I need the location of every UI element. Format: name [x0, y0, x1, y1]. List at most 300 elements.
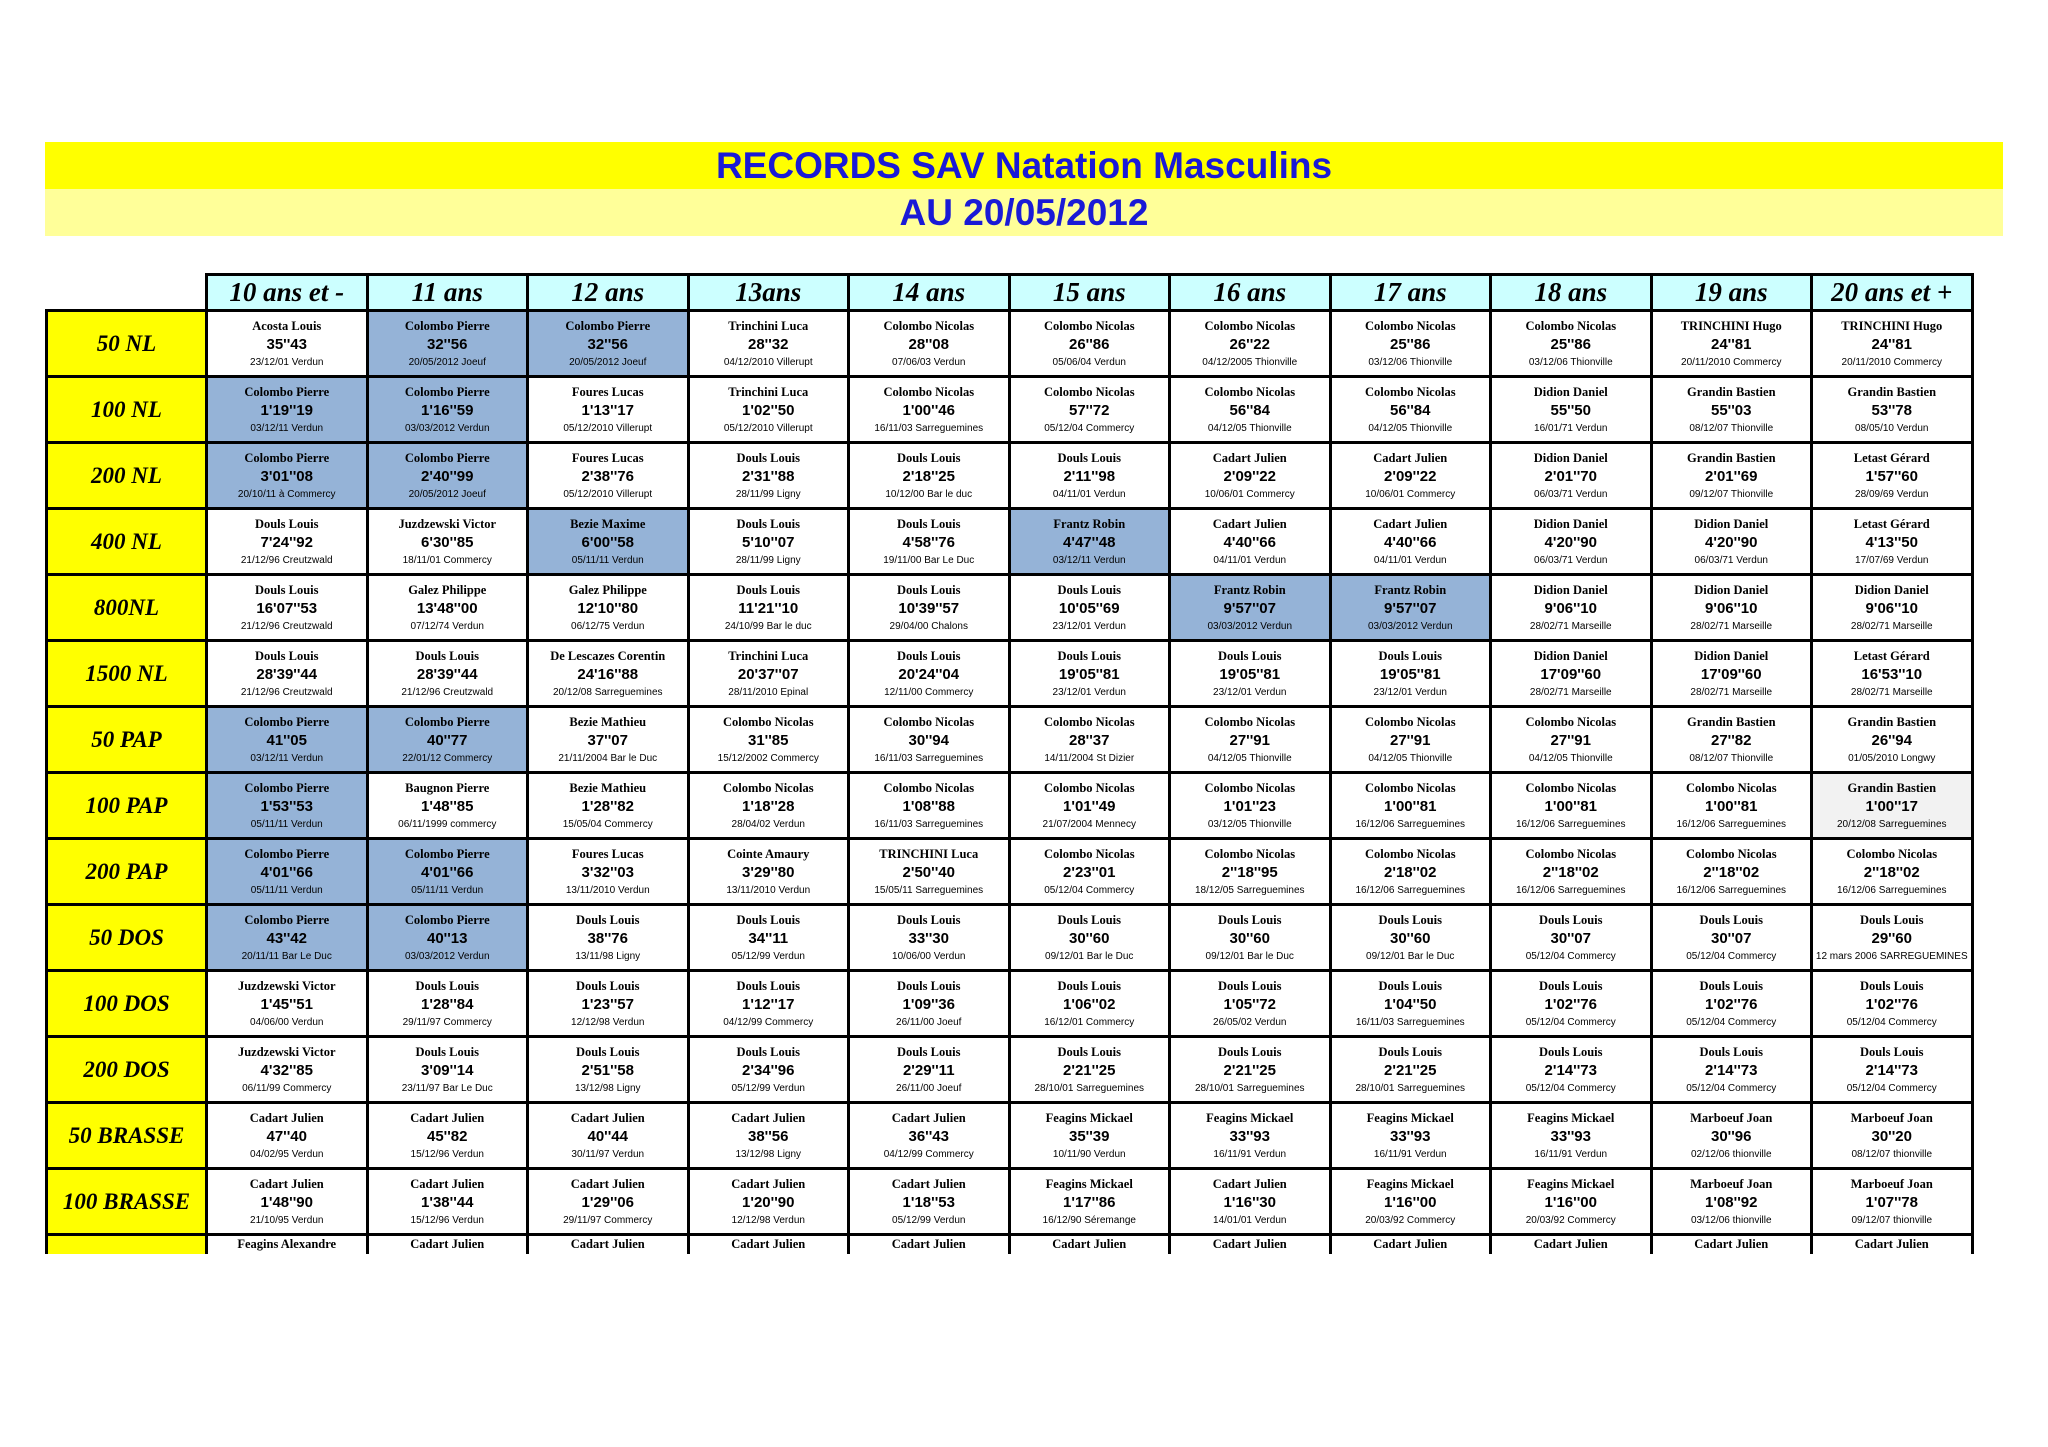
swimmer-name: Cadart Julien	[1694, 1237, 1769, 1251]
record-cell	[688, 443, 849, 509]
record-time: 1'18''28	[742, 797, 795, 815]
record-date-place: 16/11/91 Verdun	[1373, 1148, 1447, 1160]
record-cell	[1170, 1037, 1331, 1103]
swimmer-name: Colombo Pierre	[404, 846, 490, 861]
swimmer-name: Cadart Julien	[1212, 1237, 1287, 1251]
record-cell	[1330, 311, 1491, 377]
record-date-place: 05/12/2010 Villerupt	[563, 422, 653, 434]
record-cell	[688, 707, 849, 773]
record-time: 28''32	[747, 335, 789, 353]
record-cell	[1009, 377, 1170, 443]
swimmer-name: Colombo Nicolas	[1525, 846, 1617, 861]
record-cell	[1330, 1037, 1491, 1103]
record-date-place: 05/06/04 Verdun	[1052, 356, 1126, 368]
record-date-place: 26/05/02 Verdun	[1213, 1016, 1287, 1028]
record-time: 1'08''92	[1705, 1193, 1758, 1211]
record-cell	[528, 575, 689, 641]
record-date-place: 02/12/06 thionville	[1690, 1148, 1772, 1160]
age-group-header: 13ans	[688, 275, 849, 311]
record-row	[47, 641, 1973, 707]
record-time: 4'01''66	[421, 863, 474, 881]
record-date-place: 28/02/71 Marseille	[1690, 686, 1773, 698]
record-date-place: 05/12/99 Verdun	[731, 1082, 805, 1094]
record-cell	[1491, 905, 1652, 971]
record-date-place: 16/12/90 Séremange	[1042, 1214, 1136, 1226]
record-cell	[528, 1235, 689, 1255]
age-group-header: 17 ans	[1330, 275, 1491, 311]
record-row	[47, 575, 1973, 641]
swimmer-name: Douls Louis	[1699, 978, 1764, 993]
record-date-place: 12 mars 2006 SARREGUEMINES	[1815, 950, 1968, 962]
swimmer-name: Didion Daniel	[1533, 516, 1608, 531]
record-time: 55''03	[1710, 401, 1752, 419]
record-date-place: 03/12/06 thionville	[1690, 1214, 1772, 1226]
record-date-place: 16/12/06 Sarreguemines	[1676, 818, 1787, 830]
record-time: 1'08''88	[902, 797, 955, 815]
record-cell	[1170, 311, 1331, 377]
record-time: 4'20''90	[1544, 533, 1597, 551]
swimmer-name: Bezie Mathieu	[569, 714, 647, 729]
record-cell	[207, 443, 368, 509]
swimmer-name: Colombo Pierre	[565, 318, 651, 333]
record-cell	[849, 1037, 1010, 1103]
swimmer-name: Bezie Maxime	[570, 516, 646, 531]
swimmer-name: Cadart Julien	[891, 1237, 966, 1251]
record-date-place: 21/07/2004 Mennecy	[1042, 818, 1136, 830]
swimmer-name: Douls Louis	[1217, 978, 1282, 993]
record-time: 9'06''10	[1705, 599, 1758, 617]
record-time: 33''93	[1229, 1127, 1270, 1145]
record-cell	[1009, 1037, 1170, 1103]
swimmer-name: Douls Louis	[896, 978, 961, 993]
record-date-place: 28/04/02 Verdun	[731, 818, 805, 830]
record-time: 9'57''07	[1223, 599, 1276, 617]
record-time: 1'04''50	[1384, 995, 1437, 1013]
record-cell	[849, 509, 1010, 575]
swimmer-name: Feagins Mickael	[1045, 1110, 1133, 1125]
record-cell	[1491, 1103, 1652, 1169]
record-cell	[1651, 311, 1812, 377]
record-date-place: 23/11/97 Bar Le Duc	[401, 1082, 493, 1094]
record-time: 30''60	[1068, 929, 1110, 947]
swimmer-name: Douls Louis	[1217, 912, 1282, 927]
record-time: 40''13	[426, 929, 468, 947]
record-cell	[207, 641, 368, 707]
record-date-place: 04/11/01 Verdun	[1052, 488, 1126, 500]
swimmer-name: Feagins Mickael	[1366, 1110, 1454, 1125]
record-cell	[528, 971, 689, 1037]
record-time: 2'23''01	[1063, 863, 1116, 881]
swimmer-name: Colombo Nicolas	[1364, 318, 1456, 333]
record-date-place: 28/10/01 Sarreguemines	[1194, 1082, 1305, 1094]
swimmer-name: Marboeuf Joan	[1690, 1110, 1773, 1125]
event-label: 400 NL	[47, 509, 207, 575]
record-cell	[849, 443, 1010, 509]
record-date-place: 26/11/00 Joeuf	[896, 1016, 962, 1028]
swimmer-name: Frantz Robin	[1213, 582, 1286, 597]
swimmer-name: Douls Louis	[1859, 912, 1924, 927]
record-date-place: 28/10/01 Sarreguemines	[1355, 1082, 1466, 1094]
page-title: RECORDS SAV Natation Masculins	[45, 142, 2003, 189]
record-date-place: 20/11/2010 Commercy	[1681, 356, 1782, 368]
record-date-place: 05/11/11 Verdun	[411, 884, 484, 896]
swimmer-name: Cadart Julien	[731, 1176, 806, 1191]
record-cell	[367, 509, 528, 575]
record-date-place: 15/12/2002 Commercy	[717, 752, 819, 764]
swimmer-name: Douls Louis	[896, 450, 961, 465]
record-row	[47, 707, 1973, 773]
swimmer-name: Colombo Nicolas	[1846, 846, 1938, 861]
record-cell	[207, 1169, 368, 1235]
record-date-place: 03/03/2012 Verdun	[404, 950, 490, 962]
record-date-place: 09/12/07 thionville	[1851, 1214, 1933, 1226]
record-date-place: 28/09/69 Verdun	[1855, 488, 1929, 500]
record-cell	[1812, 641, 1973, 707]
record-date-place: 04/12/99 Commercy	[883, 1148, 974, 1160]
record-time: 28''37	[1068, 731, 1110, 749]
record-time: 28''08	[908, 335, 949, 353]
record-time: 1'28''84	[421, 995, 474, 1013]
swimmer-name: Douls Louis	[1699, 912, 1764, 927]
event-label: 50 DOS	[47, 905, 207, 971]
record-cell	[367, 575, 528, 641]
swimmer-name: Grandin Bastien	[1847, 714, 1937, 729]
record-date-place: 06/12/75 Verdun	[571, 620, 645, 632]
record-date-place: 20/10/11 à Commercy	[237, 488, 336, 500]
record-date-place: 09/12/07 Thionville	[1689, 488, 1774, 500]
record-time: 3'01''08	[260, 467, 313, 485]
record-date-place: 04/12/99 Commercy	[723, 1016, 814, 1028]
swimmer-name: Grandin Bastien	[1847, 384, 1937, 399]
record-date-place: 23/12/01 Verdun	[1052, 686, 1126, 698]
record-time: 40''44	[587, 1127, 628, 1145]
swimmer-name: Cadart Julien	[249, 1110, 324, 1125]
record-time: 1'18''53	[902, 1193, 955, 1211]
record-cell	[1491, 971, 1652, 1037]
swimmer-name: Grandin Bastien	[1686, 450, 1776, 465]
swimmer-name: Frantz Robin	[1053, 516, 1126, 531]
swimmer-name: Douls Louis	[575, 978, 640, 993]
swimmer-name: Cadart Julien	[1373, 1237, 1448, 1251]
record-time: 36''43	[908, 1127, 949, 1145]
record-date-place: 16/11/91 Verdun	[1213, 1148, 1287, 1160]
record-time: 38''76	[587, 929, 628, 947]
record-date-place: 16/11/03 Sarreguemines	[874, 752, 984, 764]
record-cell	[207, 1103, 368, 1169]
record-time: 26''94	[1871, 731, 1912, 749]
swimmer-name: Colombo Nicolas	[1364, 780, 1456, 795]
record-date-place: 13/11/2010 Verdun	[565, 884, 650, 896]
record-date-place: 16/12/06 Sarreguemines	[1676, 884, 1787, 896]
record-date-place: 20/05/2012 Joeuf	[569, 356, 647, 368]
record-time: 4'40''66	[1384, 533, 1437, 551]
swimmer-name: Douls Louis	[896, 648, 961, 663]
record-date-place: 14/01/01 Verdun	[1213, 1214, 1287, 1226]
record-cell	[1009, 641, 1170, 707]
record-cell	[688, 509, 849, 575]
record-time: 56''84	[1229, 401, 1270, 419]
title-band	[45, 142, 2003, 236]
swimmer-name: Colombo Nicolas	[1685, 780, 1777, 795]
record-cell	[849, 575, 1010, 641]
record-cell	[1170, 707, 1331, 773]
record-cell	[1330, 707, 1491, 773]
record-time: 16'53''10	[1861, 665, 1923, 683]
record-date-place: 24/10/99 Bar le duc	[724, 620, 812, 632]
record-date-place: 20/03/92 Commercy	[1365, 1214, 1456, 1226]
swimmer-name: Colombo Nicolas	[883, 384, 975, 399]
record-cell	[1812, 839, 1973, 905]
record-time: 1'57''60	[1865, 467, 1918, 485]
age-group-header: 10 ans et -	[207, 275, 368, 311]
record-time: 47''40	[266, 1127, 307, 1145]
swimmer-name: Marboeuf Joan	[1690, 1176, 1773, 1191]
record-time: 1'00''46	[902, 401, 955, 419]
record-row	[47, 839, 1973, 905]
swimmer-name: Colombo Nicolas	[1525, 318, 1617, 333]
record-time: 6'00''58	[581, 533, 634, 551]
record-time: 1'02''76	[1705, 995, 1758, 1013]
record-date-place: 04/12/05 Thionville	[1368, 752, 1453, 764]
record-cell	[688, 641, 849, 707]
record-cell	[207, 1037, 368, 1103]
swimmer-name: Colombo Nicolas	[1043, 780, 1135, 795]
record-cell	[1009, 311, 1170, 377]
swimmer-name: Colombo Pierre	[404, 912, 490, 927]
swimmer-name: Letast Gérard	[1853, 450, 1930, 465]
record-time: 26''86	[1068, 335, 1110, 353]
record-cell	[1651, 641, 1812, 707]
record-cell	[1330, 377, 1491, 443]
record-cell	[1651, 839, 1812, 905]
record-time: 3'09''14	[421, 1061, 474, 1079]
record-cell	[1812, 575, 1973, 641]
record-date-place: 03/12/05 Thionville	[1207, 818, 1292, 830]
record-date-place: 28/02/71 Marseille	[1690, 620, 1773, 632]
record-time: 35''43	[266, 335, 307, 353]
record-time: 1'48''90	[260, 1193, 313, 1211]
record-date-place: 28/02/71 Marseille	[1529, 686, 1612, 698]
record-date-place: 04/02/95 Verdun	[250, 1148, 324, 1160]
record-cell	[1009, 905, 1170, 971]
record-time: 1'09''36	[902, 995, 955, 1013]
swimmer-name: Feagins Mickael	[1527, 1110, 1615, 1125]
record-date-place: 04/11/01 Verdun	[1213, 554, 1287, 566]
record-time: 1'01''23	[1223, 797, 1276, 815]
record-cell	[1651, 773, 1812, 839]
swimmer-name: Didion Daniel	[1533, 450, 1608, 465]
record-cell	[1170, 641, 1331, 707]
record-date-place: 04/12/05 Thionville	[1528, 752, 1613, 764]
record-time: 2'18''25	[902, 467, 955, 485]
record-row-partial	[47, 1235, 1973, 1255]
event-label: 800NL	[47, 575, 207, 641]
record-cell	[1491, 575, 1652, 641]
record-cell	[1812, 509, 1973, 575]
record-date-place: 16/12/06 Sarreguemines	[1836, 884, 1947, 896]
record-cell	[688, 773, 849, 839]
record-date-place: 06/11/1999 commercy	[398, 818, 497, 830]
event-label: 200 DOS	[47, 1037, 207, 1103]
swimmer-name: TRINCHINI Hugo	[1841, 318, 1943, 333]
record-date-place: 28/10/01 Sarreguemines	[1034, 1082, 1145, 1094]
swimmer-name: Didion Daniel	[1533, 384, 1608, 399]
record-time: 2'14''73	[1865, 1061, 1918, 1079]
record-time: 1'05''72	[1223, 995, 1276, 1013]
age-group-header: 19 ans	[1651, 275, 1812, 311]
record-cell	[1330, 905, 1491, 971]
record-date-place: 05/11/11 Verdun	[571, 554, 644, 566]
swimmer-name: Colombo Pierre	[404, 450, 490, 465]
record-date-place: 10/12/00 Bar le duc	[885, 488, 973, 500]
swimmer-name: Letast Gérard	[1853, 648, 1930, 663]
record-cell	[367, 443, 528, 509]
record-time: 2'09''22	[1223, 467, 1276, 485]
record-date-place: 16/12/01 Commercy	[1044, 1016, 1135, 1028]
record-time: 9'06''10	[1544, 599, 1597, 617]
record-cell	[1491, 509, 1652, 575]
swimmer-name: Colombo Nicolas	[883, 318, 975, 333]
record-date-place: 16/12/06 Sarreguemines	[1355, 884, 1466, 896]
swimmer-name: Cadart Julien	[1212, 516, 1287, 531]
swimmer-name: TRINCHINI Hugo	[1680, 318, 1782, 333]
record-date-place: 28/02/71 Marseille	[1850, 686, 1933, 698]
record-time: 20'24''04	[898, 665, 960, 683]
swimmer-name: Douls Louis	[896, 1044, 961, 1059]
swimmer-name: Acosta Louis	[252, 318, 322, 333]
record-time: 2''18''95	[1221, 863, 1278, 881]
record-time: 32''56	[426, 335, 468, 353]
record-date-place: 21/12/96 Creutzwald	[240, 686, 333, 698]
record-cell	[367, 641, 528, 707]
record-cell	[367, 1103, 528, 1169]
record-date-place: 17/07/69 Verdun	[1855, 554, 1929, 566]
record-cell	[688, 575, 849, 641]
record-date-place: 03/12/06 Thionville	[1368, 356, 1453, 368]
record-date-place: 10/06/01 Commercy	[1204, 488, 1295, 500]
swimmer-name: Feagins Mickael	[1206, 1110, 1294, 1125]
record-date-place: 10/06/01 Commercy	[1365, 488, 1456, 500]
swimmer-name: Douls Louis	[1538, 1044, 1603, 1059]
record-time: 1'29''06	[581, 1193, 634, 1211]
swimmer-name: Cadart Julien	[731, 1110, 806, 1125]
event-label: 100 DOS	[47, 971, 207, 1037]
record-cell	[367, 839, 528, 905]
record-time: 30''94	[908, 731, 949, 749]
swimmer-name: Grandin Bastien	[1686, 384, 1776, 399]
record-cell	[1651, 575, 1812, 641]
record-time: 24''81	[1871, 335, 1912, 353]
record-time: 33''93	[1550, 1127, 1591, 1145]
record-time: 30''07	[1550, 929, 1591, 947]
swimmer-name: Trinchini Luca	[728, 648, 809, 663]
record-date-place: 03/03/2012 Verdun	[1367, 620, 1453, 632]
record-cell	[528, 311, 689, 377]
record-cell	[1330, 1235, 1491, 1255]
record-cell	[688, 1037, 849, 1103]
record-cell	[1170, 773, 1331, 839]
record-date-place: 04/12/2005 Thionville	[1202, 356, 1298, 368]
record-cell	[849, 1235, 1010, 1255]
record-cell	[207, 905, 368, 971]
swimmer-name: Feagins Mickael	[1527, 1176, 1615, 1191]
record-date-place: 26/11/00 Joeuf	[896, 1082, 962, 1094]
record-date-place: 21/12/96 Creutzwald	[240, 554, 333, 566]
record-cell	[688, 377, 849, 443]
record-row	[47, 443, 1973, 509]
record-cell	[1170, 1169, 1331, 1235]
swimmer-name: Douls Louis	[575, 1044, 640, 1059]
record-cell	[1491, 1235, 1652, 1255]
swimmer-name: Cadart Julien	[570, 1110, 645, 1125]
record-time: 33''93	[1389, 1127, 1431, 1145]
swimmer-name: Colombo Pierre	[244, 384, 330, 399]
record-cell	[1491, 707, 1652, 773]
swimmer-name: Douls Louis	[736, 1044, 801, 1059]
record-cell	[207, 575, 368, 641]
record-cell	[1330, 1103, 1491, 1169]
record-time: 55''50	[1550, 401, 1591, 419]
swimmer-name: Didion Daniel	[1854, 582, 1929, 597]
swimmer-name: Colombo Pierre	[404, 318, 490, 333]
swimmer-name: Trinchini Luca	[728, 384, 809, 399]
record-date-place: 20/05/2012 Joeuf	[408, 356, 486, 368]
record-cell	[1651, 1235, 1812, 1255]
swimmer-name: Douls Louis	[1378, 1044, 1443, 1059]
record-time: 1'16''59	[421, 401, 474, 419]
record-time: 27''82	[1710, 731, 1752, 749]
record-cell	[1491, 377, 1652, 443]
record-row	[47, 377, 1973, 443]
swimmer-name: Colombo Nicolas	[883, 780, 975, 795]
swimmer-name: Colombo Nicolas	[1364, 714, 1456, 729]
swimmer-name: Letast Gérard	[1853, 516, 1930, 531]
record-cell	[1170, 971, 1331, 1037]
record-time: 2'29''11	[902, 1061, 955, 1079]
swimmer-name: Colombo Pierre	[244, 450, 330, 465]
header-corner	[47, 275, 207, 311]
record-time: 1'01''49	[1063, 797, 1116, 815]
record-cell	[849, 1169, 1010, 1235]
record-date-place: 16/12/06 Sarreguemines	[1515, 884, 1626, 896]
record-row	[47, 1103, 1973, 1169]
record-cell	[207, 971, 368, 1037]
record-date-place: 05/12/04 Commercy	[1686, 950, 1777, 962]
swimmer-name: Douls Louis	[896, 516, 961, 531]
swimmer-name: Douls Louis	[1057, 582, 1122, 597]
record-date-place: 05/12/04 Commercy	[1686, 1082, 1777, 1094]
record-date-place: 20/11/2010 Commercy	[1841, 356, 1942, 368]
record-date-place: 05/12/04 Commercy	[1525, 1016, 1616, 1028]
record-date-place: 20/11/11 Bar Le Duc	[241, 950, 332, 962]
record-time: 37''07	[587, 731, 628, 749]
record-time: 2''18''02	[1863, 863, 1920, 881]
record-cell	[1009, 1169, 1170, 1235]
record-time: 13'48''00	[416, 599, 478, 617]
record-time: 11'21''10	[738, 599, 799, 617]
record-date-place: 05/12/2010 Villerupt	[723, 422, 813, 434]
record-date-place: 23/12/01 Verdun	[1213, 686, 1287, 698]
record-time: 4'32''85	[260, 1061, 313, 1079]
record-time: 4'40''66	[1223, 533, 1276, 551]
record-cell	[1812, 1235, 1973, 1255]
record-cell	[1009, 707, 1170, 773]
record-date-place: 18/11/01 Commercy	[402, 554, 492, 566]
record-time: 1'07''78	[1865, 1193, 1918, 1211]
record-cell	[1330, 1169, 1491, 1235]
record-date-place: 16/12/06 Sarreguemines	[1515, 818, 1626, 830]
swimmer-name: Feagins Mickael	[1045, 1176, 1133, 1191]
